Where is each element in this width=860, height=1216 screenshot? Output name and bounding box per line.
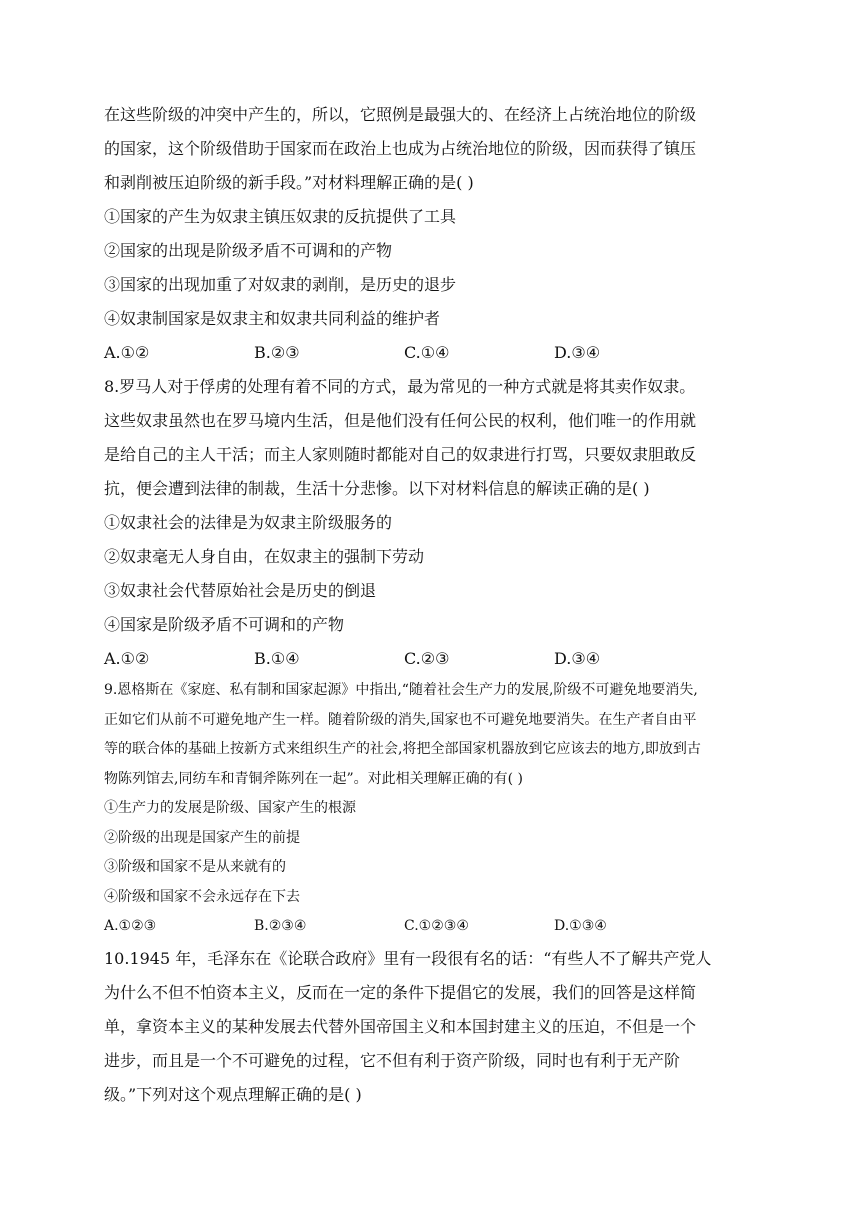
question-8-options [104,642,764,676]
option-b[interactable]: B.②③ [254,343,300,362]
question-7-options [104,336,764,370]
option-a[interactable]: A.①② [104,649,150,668]
question-9-stem-line: 9.恩格斯在《家庭、私有制和国家起源》中指出,“随着社会生产力的发展,阶级不可避免地要消失, [104,682,698,698]
question-7-statement: ③国家的出现加重了对奴隶的剥削，是历史的退步 [104,275,457,294]
question-8-stem-line: 8.罗马人对于俘虏的处理有着不同的方式，最为常见的一种方式就是将其卖作奴隶。 [104,377,696,396]
question-8 [104,370,764,676]
option-c[interactable]: C.①④ [404,343,450,362]
question-10-stem-line: 级。”下列对这个观点理解正确的是( ) [104,1084,362,1104]
option-a[interactable]: A.①② [104,343,150,362]
question-8-statement: ④国家是阶级矛盾不可调和的产物 [104,615,345,634]
question-7-stem-line: 在这些阶级的冲突中产生的，所以，它照例是最强大的、在经济上占统治地位的阶级 [104,105,697,124]
question-7-stem-line: 和剥削被压迫阶级的新手段。”对材料理解正确的是( ) [104,173,474,192]
question-7-statement: ②国家的出现是阶级矛盾不可调和的产物 [104,241,393,260]
question-8-statement: ②奴隶毫无人身自由，在奴隶主的强制下劳动 [104,547,425,566]
question-7-statement: ①国家的产生为奴隶主镇压奴隶的反抗提供了工具 [104,207,457,226]
question-8-statement: ①奴隶社会的法律是为奴隶主阶级服务的 [104,513,393,532]
question-9-statement: ①生产力的发展是阶级、国家产生的根源 [104,800,356,816]
question-9-statement: ③阶级和国家不是从来就有的 [104,859,286,875]
question-8-statement: ③奴隶社会代替原始社会是历史的倒退 [104,581,377,600]
question-9-statement: ②阶级的出现是国家产生的前提 [104,829,300,846]
question-10-stem-line: 单，拿资本主义的某种发展去代替外国帝国主义和本国封建主义的压迫，不但是一个 [104,1016,697,1036]
question-9-stem-line: 物陈列馆去,同纺车和青铜斧陈列在一起”。对此相关理解正确的有( ) [104,770,523,787]
option-d[interactable]: D.③④ [554,343,601,362]
question-10-stem-line: 10.1945 年，毛泽东在《论联合政府》里有一段很有名的话：“有些人不了解共产党人 [104,948,712,968]
option-b[interactable]: B.②③④ [254,918,307,934]
option-c[interactable]: C.②③ [404,649,450,668]
question-10-stem-line: 进步，而且是一个不可避免的过程，它不但有利于资产阶级，同时也有利于无产阶 [104,1050,681,1070]
question-8-stem-line: 是给自己的主人干活；而主人家则随时都能对自己的奴隶进行打骂，只要奴隶胆敢反 [104,445,697,464]
question-10-stem-line: 为什么不但不怕资本主义，反而在一定的条件下提倡它的发展，我们的回答是这样简 [104,982,697,1002]
question-7-stem-line: 的国家，这个阶级借助于国家而在政治上也成为占统治地位的阶级，因而获得了镇压 [104,139,697,158]
question-9-statement: ④阶级和国家不会永远存在下去 [104,888,300,905]
question-9-stem-line: 正如它们从前不可避免地产生一样。随着阶级的消失,国家也不可避免地要消失。在生产者自由平 [104,711,697,728]
question-7 [104,98,764,370]
option-b[interactable]: B.①④ [254,649,300,668]
question-8-stem-line: 这些奴隶虽然也在罗马境内生活，但是他们没有任何公民的权利，他们唯一的作用就 [104,411,697,430]
question-8-stem-line: 抗，便会遭到法律的制裁，生活十分悲惨。以下对材料信息的解读正确的是( ) [104,479,650,498]
question-9-stem-line: 等的联合体的基础上按新方式来组织生产的社会,将把全部国家机器放到它应该去的地方,即放到古 [104,741,701,757]
option-c[interactable]: C.①②③④ [404,918,469,934]
option-d[interactable]: D.③④ [554,649,601,668]
question-9 [104,676,764,942]
option-d[interactable]: D.①③④ [554,918,607,934]
option-a[interactable]: A.①②③ [104,918,157,934]
document-page [104,98,764,1112]
question-9-options [104,912,764,942]
question-10 [104,942,764,1112]
question-7-statement: ④奴隶制国家是奴隶主和奴隶共同利益的维护者 [104,309,441,328]
